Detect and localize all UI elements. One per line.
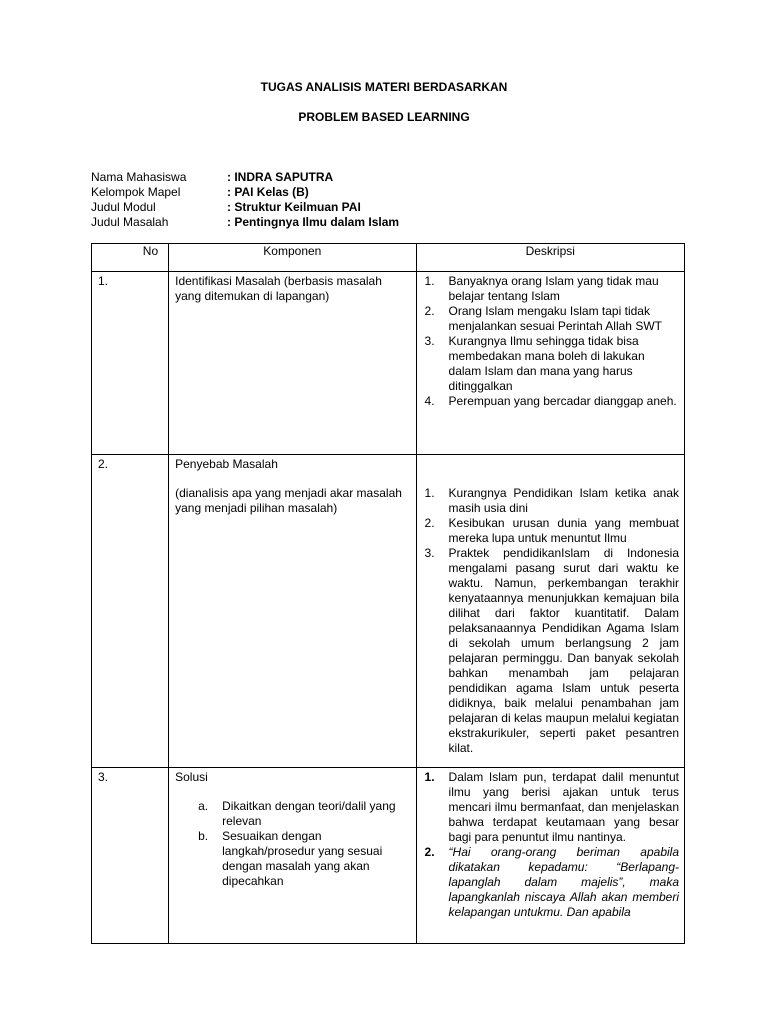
table-row — [92, 272, 685, 455]
info-label: Kelompok Mapel — [91, 185, 181, 199]
document-title-line1: TUGAS ANALISIS MATERI BERDASARKAN — [260, 80, 508, 94]
info-row-masalah — [91, 215, 399, 230]
info-row-kelompok — [91, 185, 399, 200]
list-item: a. Dikaitkan dengan teori/dalil yang relevan — [198, 799, 396, 828]
list-item: 3. Praktek pendidikanIslam di Indonesia mengalami pasang surut dari waktu ke waktu. Namun, perkembangan terakhir kenyataannya menunjukkan kemajuan bila dilihat dari faktor kuantitatif. Dalam pelaksanaannya Pendidikan Agama Islam di sekolah umum berlangsung 2 jam pelajaran perminggu. Dan banyak sekolah bahkan menambah jam pelajaran pendidikan agama Islam untuk peserta didiknya, baik melalui penambahan jam pelajaran di kelas maupun melalui kegiatan ekstrakurikuler, seperti paket pesantren kilat. — [424, 546, 679, 755]
list-item: b. Sesuaikan dengan langkah/prosedur yang sesuai dengan masalah yang akan dipecahkan — [198, 829, 383, 888]
table-row — [92, 455, 685, 768]
row-number: 1. — [92, 272, 169, 455]
table-header-row — [92, 244, 685, 272]
komponen-note: (dianalisis apa yang menjadi akar masalah yang menjadi pilihan masalah) — [175, 486, 402, 515]
list-item: 2. “Hai orang-orang beriman apabila dikatakan kepadamu: “Berlapang-lapanglah dalam majelis”, maka lapangkanlah niscaya Allah akan memberi kelapangan untukmu. Dan apabila — [424, 845, 679, 919]
row-deskripsi — [416, 272, 684, 455]
info-value: : Struktur Keilmuan PAI — [227, 200, 361, 214]
row-komponen: Identifikasi Masalah (berbasis masalah yang ditemukan di lapangan) — [169, 272, 416, 455]
list-item: 2. Kesibukan urusan dunia yang membuat mereka lupa untuk menuntut Ilmu — [424, 516, 679, 545]
info-row-modul — [91, 200, 399, 215]
info-value: : Pentingnya Ilmu dalam Islam — [227, 215, 400, 229]
document-title-line2: PROBLEM BASED LEARNING — [298, 110, 470, 124]
row-deskripsi — [416, 455, 684, 768]
info-value: : INDRA SAPUTRA — [227, 170, 334, 184]
komponen-title: Penyebab Masalah — [175, 457, 278, 471]
row-number: 3. — [92, 768, 169, 944]
row-komponen — [169, 768, 416, 944]
info-label: Nama Mahasiswa — [91, 170, 187, 184]
info-label: Judul Modul — [91, 200, 156, 214]
student-info — [91, 170, 399, 230]
analysis-table — [91, 243, 685, 944]
list-item: 3. Kurangnya Ilmu sehingga tidak bisa membedakan mana boleh di lakukan dalam Islam dan mana yang harus ditinggalkan — [424, 334, 645, 393]
list-item: 1. Banyaknya orang Islam yang tidak mau belajar tentang Islam — [424, 274, 659, 303]
row-komponen — [169, 455, 416, 768]
komponen-title: Solusi — [175, 770, 208, 784]
info-row-nama — [91, 170, 399, 185]
info-label: Judul Masalah — [91, 215, 169, 229]
table-row — [92, 768, 685, 944]
header-deskripsi: Deskripsi — [416, 244, 684, 272]
header-no: No — [92, 244, 169, 272]
header-komponen: Komponen — [169, 244, 416, 272]
row-number: 2. — [92, 455, 169, 768]
list-item: 2. Orang Islam mengaku Islam tapi tidak menjalankan sesuai Perintah Allah SWT — [424, 304, 662, 333]
list-item: 1. Dalam Islam pun, terdapat dalil menuntut ilmu yang berisi ajakan untuk terus mencari ilmu bermanfaat, dan menjelaskan bahwa terdapat keutamaan yang besar bagi para penuntut ilmu nantinya. — [424, 770, 679, 844]
row-deskripsi — [416, 768, 684, 944]
list-item: 4. Perempuan yang bercadar dianggap aneh. — [424, 394, 677, 408]
info-value: : PAI Kelas (B) — [227, 185, 309, 199]
list-item: 1. Kurangnya Pendidikan Islam ketika anak masih usia dini — [424, 486, 679, 515]
